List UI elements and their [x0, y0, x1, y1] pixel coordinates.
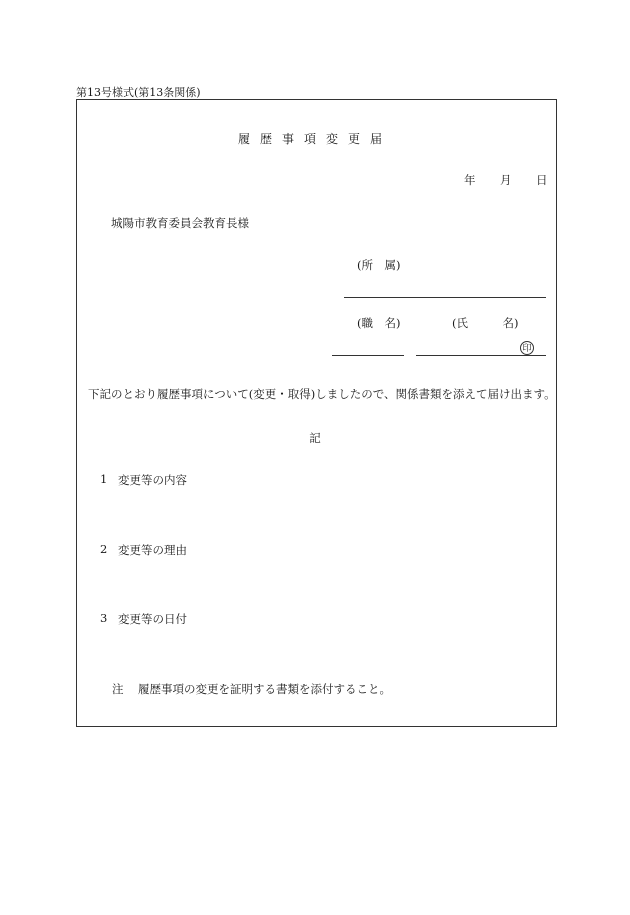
item-number: 2 [100, 542, 108, 556]
addressee: 城陽市教育委員会教育長様 [111, 216, 249, 230]
note-prefix: 注 [112, 682, 124, 696]
item-label-content: 変更等の内容 [118, 473, 187, 487]
position-field[interactable] [332, 355, 404, 356]
date-year-label: 年 [464, 173, 476, 187]
affiliation-field[interactable] [344, 297, 546, 298]
item-number: 3 [100, 611, 108, 625]
date-day-label: 日 [536, 173, 548, 187]
body-text: 下記のとおり履歴事項について(変更・取得)しましたので、関係書類を添えて届け出ます。 [88, 387, 556, 401]
position-label: (職 名) [357, 316, 401, 330]
name-label: (氏 名) [452, 316, 519, 330]
seal-icon: 印 [520, 341, 534, 355]
item-label-date: 変更等の日付 [118, 612, 187, 626]
date-month-label: 月 [500, 173, 512, 187]
item-label-reason: 変更等の理由 [118, 543, 187, 557]
ki-heading: 記 [309, 431, 321, 445]
affiliation-label: (所 属) [357, 258, 401, 272]
item-number: 1 [100, 472, 108, 486]
form-number: 第13号様式(第13条関係) [76, 86, 201, 99]
form-title: 履歴事項変更届 [237, 132, 392, 146]
note-text: 履歴事項の変更を証明する書類を添付すること。 [138, 682, 391, 696]
form-frame [76, 99, 557, 727]
